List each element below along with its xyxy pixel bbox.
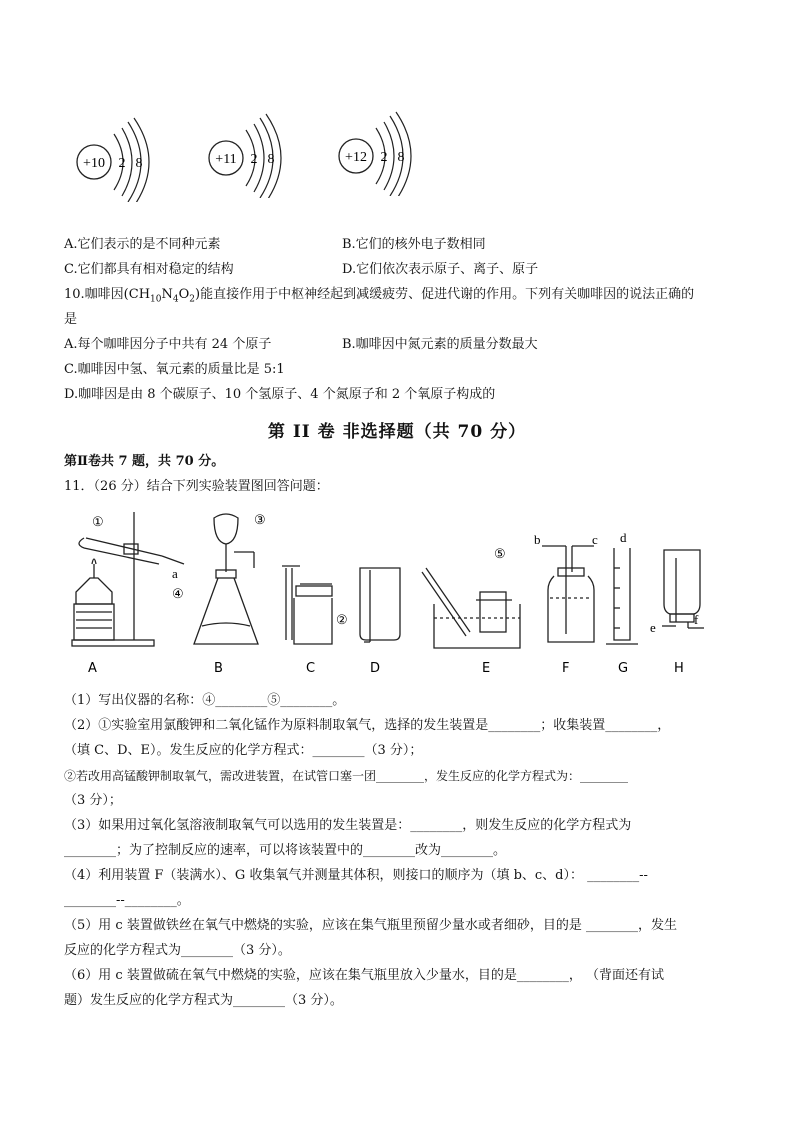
q11-line-12: （6）用 c 装置做硫在氧气中燃烧的实验，应该在集气瓶里放入少量水，目的是________， （背面还有试 — [64, 968, 664, 983]
apparatus-a — [72, 512, 184, 646]
apparatus-label-e: E — [482, 661, 491, 676]
q11-line-6: （3）如果用过氧化氢溶液制取氧气可以选用的发生装置是：________，则发生反应的化学方程式为 — [64, 818, 632, 833]
letter-d: d — [620, 530, 627, 545]
q11-stem: 11．（26 分）结合下列实验装置图回答问题： — [64, 479, 329, 494]
apparatus-label-b: B — [214, 661, 223, 676]
letter-f: f — [694, 612, 699, 627]
letter-e: e — [650, 620, 656, 635]
q10-option-b: B.咖啡因中氮元素的质量分数最大 — [342, 337, 538, 352]
marker-2: ② — [336, 612, 348, 627]
apparatus-label-f: F — [562, 661, 570, 676]
apparatus-figure — [64, 508, 704, 680]
marker-1: ① — [92, 514, 104, 529]
marker-3: ③ — [254, 512, 266, 527]
atom-3-shell-1: 2 — [380, 150, 388, 165]
letter-a: a — [172, 566, 178, 581]
q11-line-3: （填 C、D、E）。发生反应的化学方程式：________（3 分）； — [64, 743, 423, 758]
atom-2-nucleus: +11 — [215, 152, 237, 167]
section-title: 第 II 卷 非选择题（共 70 分） — [267, 422, 527, 442]
q10-stem-line2: 是 — [64, 312, 78, 327]
atom-2-shell-1: 2 — [250, 152, 258, 167]
q9-option-c: C.它们都具有相对稳定的结构 — [64, 262, 234, 277]
atom-3-shell-2: 8 — [397, 150, 405, 165]
apparatus-label-a: A — [88, 661, 97, 676]
q9-option-d: D.它们依次表示原子、离子、原子 — [342, 262, 539, 277]
apparatus-label-d: D — [370, 661, 381, 676]
apparatus-f — [542, 546, 594, 642]
apparatus-c — [282, 566, 332, 644]
q10-option-a: A.每个咖啡因分子中共有 24 个原子 — [64, 337, 272, 352]
atom-1-shell-2: 8 — [135, 156, 143, 171]
atom-diagram-2 — [204, 108, 314, 198]
atom-1-shell-1: 2 — [118, 156, 126, 171]
q9-option-a: A.它们表示的是不同种元素 — [64, 237, 221, 252]
q11-line-11: 反应的化学方程式为________（3 分）。 — [64, 943, 291, 958]
atom-2-shell-2: 8 — [267, 152, 275, 167]
atom-3-nucleus: +12 — [345, 150, 367, 165]
letter-c: c — [592, 532, 598, 547]
marker-4: ④ — [172, 586, 184, 601]
apparatus-label-c: C — [306, 661, 316, 676]
atom-1-nucleus: +10 — [83, 156, 105, 171]
q11-line-13: 题）发生反应的化学方程式为________（3 分）。 — [64, 993, 343, 1008]
atom-diagram-1 — [72, 112, 182, 202]
q11-line-1: （1）写出仪器的名称：④________⑤________。 — [64, 693, 346, 708]
q10-option-d: D.咖啡因是由 8 个碳原子、10 个氢原子、4 个氮原子和 2 个氧原子构成的 — [64, 387, 496, 402]
atom-diagram-3 — [334, 106, 444, 196]
apparatus-label-h: H — [674, 661, 684, 676]
apparatus-d — [360, 568, 400, 642]
apparatus-b — [194, 514, 258, 644]
q11-line-8: （4）利用装置 F（装满水）、G 收集氧气并测量其体积，则接口的顺序为（填 b、c、d）： ________-- — [64, 868, 648, 883]
apparatus-label-g: G — [618, 661, 629, 676]
q11-line-10: （5）用 c 装置做铁丝在氧气中燃烧的实验，应该在集气瓶里预留少量水或者细砂，目的是 ________，发生 — [64, 918, 677, 933]
q11-line-2: （2）①实验室用氯酸钾和二氧化锰作为原料制取氧气，选择的发生装置是________；收集装置________， — [64, 718, 671, 733]
q11-line-5: （3 分）； — [64, 793, 122, 808]
q11-line-4: ②若改用高锰酸钾制取氧气，需改进装置，在试管口塞一团________，发生反应的化学方程式为：________ — [64, 769, 629, 783]
q11-line-9: ________--________。 — [64, 893, 190, 908]
marker-5: ⑤ — [494, 546, 506, 561]
letter-b: b — [534, 532, 541, 547]
q10-option-c: C.咖啡因中氢、氧元素的质量比是 5:1 — [64, 362, 285, 377]
q11-line-7: ________；为了控制反应的速率，可以将该装置中的________改为________。 — [64, 843, 507, 858]
apparatus-e — [422, 568, 520, 648]
q9-option-b: B.它们的核外电子数相同 — [342, 237, 486, 252]
q10-stem: 10.咖啡因$(CH_{10}N_4O_2)$能直接作用于中枢神经起到减缓疲劳、促进代谢的作用。下列有关咖啡因的说法正确的 — [64, 287, 695, 305]
section-subtitle: 第Ⅱ卷共 7 题，共 70 分。 — [64, 454, 225, 469]
apparatus-g — [606, 548, 638, 644]
